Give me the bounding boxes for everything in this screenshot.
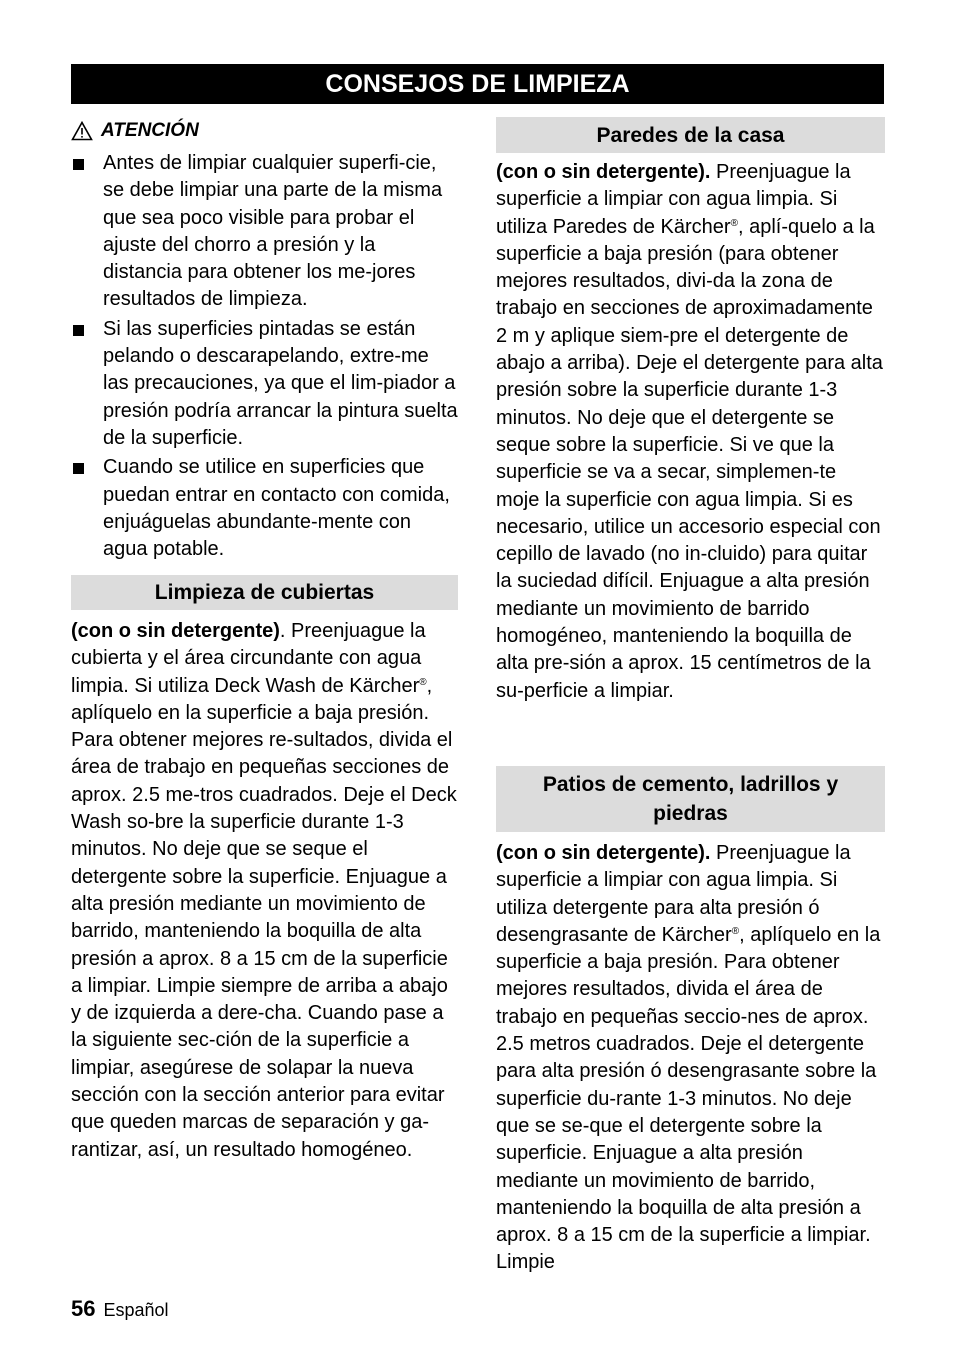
page-footer: [71, 1296, 169, 1322]
list-item: Si las superficies pintadas se están pelando o descarapelando, extre-me las precauciones, ya que el lim-piador a presión podría arrancar la pintura suelta de la superficie.: [71, 316, 458, 452]
paragraph-patios: (con o sin detergente). Preenjuague la superficie a limpiar con agua limpia. Si utiliza detergente para alta presión ó desengrasante de Kärcher®, aplíquelo en la superficie a baja presión. Para obtener mejores resultados, divida el área de trabajo en pequeñas seccio-nes de aprox. 2.5 metros cuadrados. Deje el detergente para alta presión ó desengrasante sobre la superficie du-rante 1-3 minutos. No deje que se se-que el detergente sobre la superficie. Enjuague a alta presión mediante un movimiento de barrido, manteniendo la boquilla de alta presión a aprox. 8 a 15 cm de la superficie a limpiar. Limpie: [496, 842, 881, 1274]
paragraph-walls: (con o sin detergente). Preenjuague la superficie a limpiar con agua limpia. Si utiliza Paredes de Kärcher®, aplí-quelo a la superficie a baja presión (para obtener mejores resultados, divi-da la zona de trabajo en secciones de aproximadamente 2 m y aplique siem-pre el detergente de abajo a arriba). Deje el detergente para alta presión sobre la superficie durante 1-3 minutos. No deje que el detergente se seque sobre la superficie. Si ve que la superficie se va a secar, simplemen-te moje la superficie con agua limpia. Si es necesario, utilice un accesorio especial con cepillo de lavado (no in-cluido) para quitar la suciedad difícil. Enjuague a alta presión mediante un movimiento de barrido homogéneo, manteniendo la boquilla de alta pre-sión a aprox. 15 centímetros de la su-perficie a limpiar.: [496, 161, 883, 702]
section-heading-walls: Paredes de la casa: [496, 117, 885, 153]
page-number: 56: [71, 1296, 96, 1321]
paragraph-deck: (con o sin detergente). Preenjuague la cubierta y el área circundante con agua limpia. Si utiliza Deck Wash de Kärcher®, aplíquelo en la superficie a baja presión. Para obtener mejores re-sultados, divida el área de trabajo en pequeñas secciones de aprox. 2.5 me-tros cuadrados. Deje el Deck Wash so-bre la superficie durante 1-3 minutos. No deje que se seque el detergente sobre la superficie. Enjuague a alta presión mediante un movimiento de barrido, manteniendo la boquilla de alta presión a aprox. 8 a 15 cm de la superficie a limpiar. Limpie siempre de arriba a abajo y de izquierda a dere-cha. Cuando pase a la siguiente sec-ción de la superficie a limpiar, asegúrese de solapar la nueva sección con la sección anterior para evitar que queden marcas de separación y ga-rantizar, así, un resultado homogéneo.: [71, 620, 457, 1161]
square-bullet-icon: [73, 159, 84, 170]
warning-triangle-icon: [71, 121, 93, 141]
page-title: CONSEJOS DE LIMPIEZA: [71, 64, 884, 104]
attention-text: ATENCIÓN: [101, 120, 199, 141]
square-bullet-icon: [73, 325, 84, 336]
section-heading-deck: Limpieza de cubiertas: [71, 575, 458, 610]
section-heading-patios: Patios de cemento, ladrillos y piedras: [496, 766, 885, 832]
language-label: Español: [103, 1300, 169, 1320]
attention-label: [71, 120, 199, 142]
list-item: Cuando se utilice en superficies que puedan entrar en contacto con comida, enjuáguelas abundante-mente con agua potable.: [71, 454, 458, 563]
square-bullet-icon: [73, 463, 84, 474]
list-item: Antes de limpiar cualquier superfi-cie, se debe limpiar una parte de la misma que sea poco visible para probar el ajuste del chorro a presión y la distancia para obtener los me-jores resultados de limpieza.: [71, 150, 458, 314]
warning-list: [71, 150, 458, 565]
